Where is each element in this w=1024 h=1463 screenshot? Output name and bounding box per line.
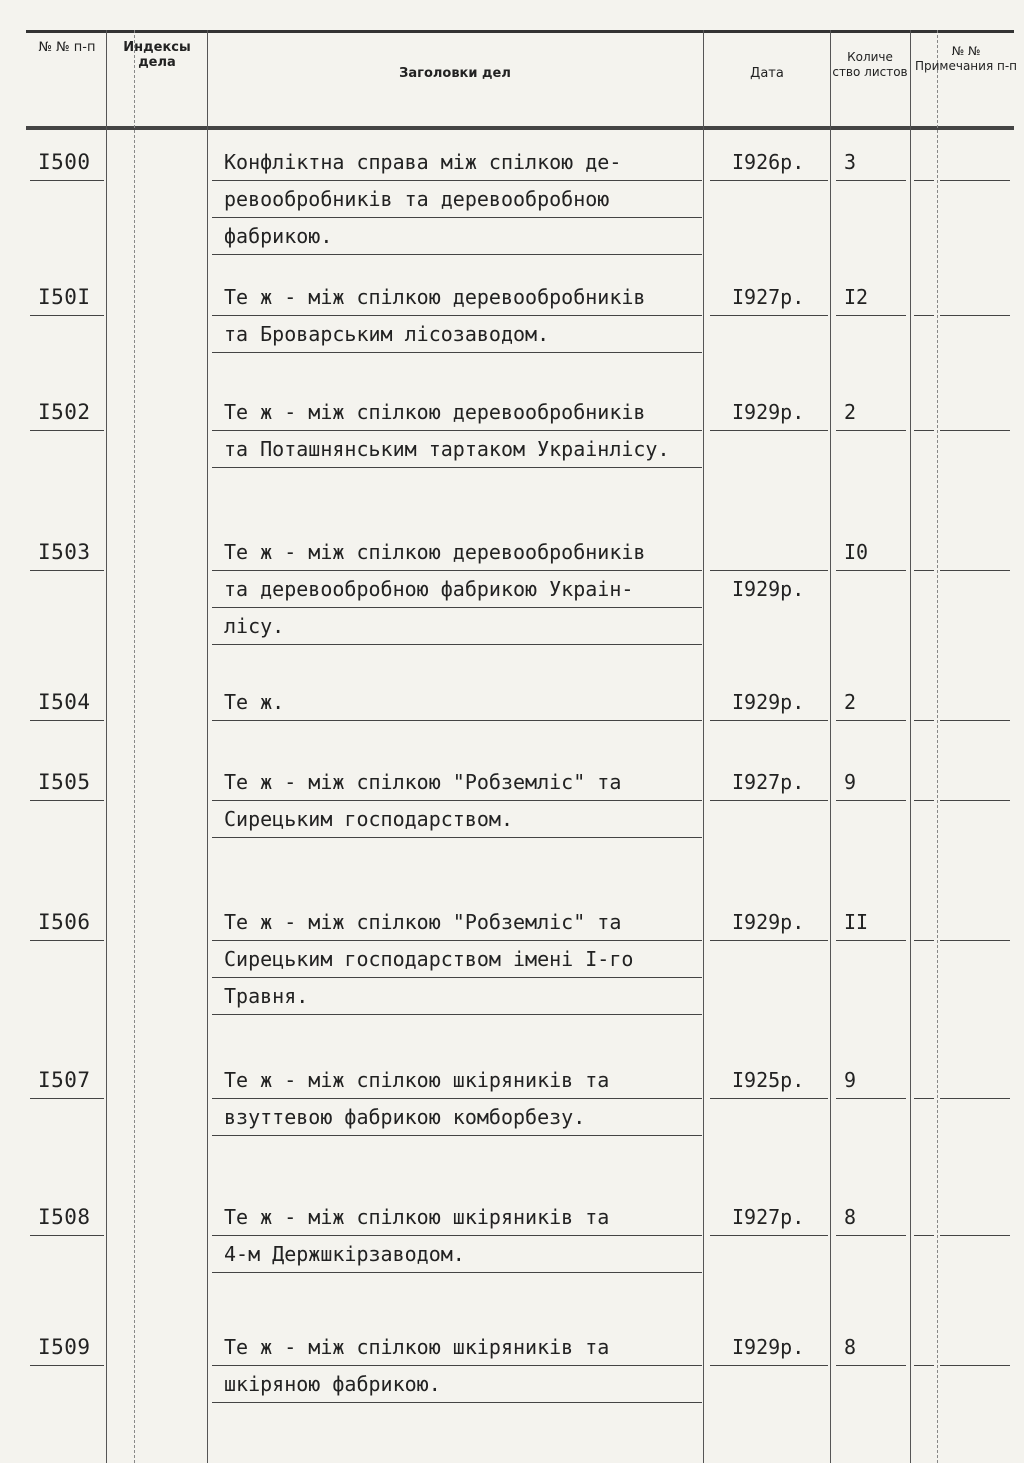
record-title-line: Те ж - мiж спiлкою деревообробникiв: [224, 400, 646, 424]
record-number: I509: [38, 1335, 91, 1359]
ruled-line: [710, 720, 828, 721]
ruled-line: [212, 1014, 702, 1015]
record-title-line: Те ж - мiж спiлкою шкiряникiв та: [224, 1205, 610, 1229]
header-col-number: № № п-п: [38, 40, 96, 55]
record-title-line: та Броварським лiсозаводом.: [224, 322, 550, 346]
header-col-titles: Заголовки дел: [399, 66, 511, 81]
record-number: I50I: [38, 285, 91, 309]
ruled-line: [212, 800, 702, 801]
header-bottom-rule: [26, 126, 1014, 130]
ruled-line: [836, 570, 906, 571]
record-title-line: Те ж.: [224, 690, 285, 714]
record-sheet-count: 8: [844, 1335, 857, 1359]
record-date: I929р.: [732, 577, 805, 601]
record-title-line: та деревообробною фабрикою Украiн-: [224, 577, 634, 601]
record-title-line: шкiряною фабрикою.: [224, 1372, 441, 1396]
ruled-line: [940, 1235, 1010, 1236]
ruled-line: [914, 1235, 934, 1236]
ruled-line: [914, 800, 934, 801]
ruled-line: [710, 800, 828, 801]
ruled-line: [30, 940, 104, 941]
ruled-line: [212, 720, 702, 721]
record-date: I927р.: [732, 285, 805, 309]
header-col-index: Индексы дела: [123, 40, 191, 70]
ruled-line: [212, 430, 702, 431]
ruled-line: [212, 977, 702, 978]
ruled-line: [710, 430, 828, 431]
record-title-line: фабрикою.: [224, 224, 333, 248]
record-date: I927р.: [732, 1205, 805, 1229]
record-title-line: 4-м Держшкiрзаводом.: [224, 1242, 465, 1266]
record-sheet-count: I2: [844, 285, 869, 309]
ruled-line: [710, 1235, 828, 1236]
record-title-line: Те ж - мiж спiлкою "Робземлiс" та: [224, 910, 622, 934]
ruled-line: [30, 1098, 104, 1099]
ruled-line: [940, 315, 1010, 316]
record-title-line: Сирецьким господарством iменi I-го: [224, 947, 634, 971]
ruled-line: [836, 1365, 906, 1366]
ruled-line: [212, 607, 702, 608]
ruled-line: [914, 430, 934, 431]
header-col-sheets: Количе ство листов: [832, 50, 908, 79]
ruled-line: [212, 1402, 702, 1403]
record-sheet-count: 3: [844, 150, 857, 174]
ruled-line: [914, 1098, 934, 1099]
record-title-line: ревообробникiв та деревообробною: [224, 187, 610, 211]
column-divider: [703, 30, 704, 1463]
ruled-line: [212, 837, 702, 838]
ruled-line: [30, 430, 104, 431]
ruled-line: [914, 1365, 934, 1366]
record-title-line: Сирецьким господарством.: [224, 807, 513, 831]
column-divider: [106, 30, 107, 1463]
record-date: I929р.: [732, 400, 805, 424]
column-divider: [937, 30, 939, 1463]
column-divider: [134, 30, 136, 1463]
record-number: I508: [38, 1205, 91, 1229]
ruled-line: [212, 315, 702, 316]
ruled-line: [710, 180, 828, 181]
ruled-line: [30, 800, 104, 801]
ruled-line: [212, 180, 702, 181]
ruled-line: [212, 1272, 702, 1273]
record-title-line: Те ж - мiж спiлкою шкiряникiв та: [224, 1335, 610, 1359]
ruled-line: [212, 1235, 702, 1236]
ruled-line: [914, 180, 934, 181]
ruled-line: [710, 1365, 828, 1366]
record-title-line: Конфлiктна справа мiж спiлкою де-: [224, 150, 622, 174]
ruled-line: [710, 1098, 828, 1099]
column-divider: [910, 30, 911, 1463]
record-sheet-count: 8: [844, 1205, 857, 1229]
ruled-line: [710, 940, 828, 941]
ruled-line: [836, 315, 906, 316]
record-title-line: Травня.: [224, 984, 309, 1008]
record-sheet-count: 2: [844, 400, 857, 424]
ruled-line: [940, 720, 1010, 721]
record-date: I925р.: [732, 1068, 805, 1092]
record-sheet-count: 2: [844, 690, 857, 714]
record-title-line: лiсу.: [224, 614, 285, 638]
ruled-line: [940, 180, 1010, 181]
record-sheet-count: 9: [844, 770, 857, 794]
ruled-line: [914, 720, 934, 721]
header-col-date: Дата: [750, 66, 784, 81]
ruled-line: [30, 570, 104, 571]
ruled-line: [212, 1365, 702, 1366]
record-sheet-count: 9: [844, 1068, 857, 1092]
ruled-line: [30, 1365, 104, 1366]
ruled-line: [836, 800, 906, 801]
ruled-line: [212, 1135, 702, 1136]
ruled-line: [212, 467, 702, 468]
ruled-line: [914, 570, 934, 571]
record-title-line: взуттевою фабрикою комборбезу.: [224, 1105, 586, 1129]
record-title-line: Те ж - мiж спiлкою деревообробникiв: [224, 540, 646, 564]
header-top-rule: [26, 30, 1014, 33]
column-divider: [207, 30, 208, 1463]
ruled-line: [914, 315, 934, 316]
ruled-line: [940, 1098, 1010, 1099]
header-col-notes: № № Примечания п-п: [914, 44, 1018, 73]
ruled-line: [836, 1098, 906, 1099]
ruled-line: [710, 570, 828, 571]
ruled-line: [212, 644, 702, 645]
record-date: I929р.: [732, 690, 805, 714]
record-number: I507: [38, 1068, 91, 1092]
ruled-line: [940, 800, 1010, 801]
ruled-line: [30, 315, 104, 316]
record-number: I500: [38, 150, 91, 174]
record-sheet-count: II: [844, 910, 869, 934]
ruled-line: [212, 570, 702, 571]
column-divider: [830, 30, 831, 1463]
ruled-line: [710, 315, 828, 316]
ruled-line: [30, 720, 104, 721]
ruled-line: [940, 570, 1010, 571]
record-sheet-count: I0: [844, 540, 869, 564]
record-title-line: Те ж - мiж спiлкою деревообробникiв: [224, 285, 646, 309]
record-number: I503: [38, 540, 91, 564]
ruled-line: [212, 352, 702, 353]
ruled-line: [212, 217, 702, 218]
record-date: I927р.: [732, 770, 805, 794]
record-number: I505: [38, 770, 91, 794]
ruled-line: [836, 180, 906, 181]
ruled-line: [836, 720, 906, 721]
ruled-line: [212, 254, 702, 255]
ruled-line: [940, 940, 1010, 941]
record-date: I929р.: [732, 1335, 805, 1359]
record-title-line: Те ж - мiж спiлкою "Робземлiс" та: [224, 770, 622, 794]
ruled-line: [212, 1098, 702, 1099]
ruled-line: [836, 430, 906, 431]
ruled-line: [940, 1365, 1010, 1366]
record-title-line: Те ж - мiж спiлкою шкiряникiв та: [224, 1068, 610, 1092]
ruled-line: [836, 940, 906, 941]
ruled-line: [914, 940, 934, 941]
ruled-line: [940, 430, 1010, 431]
record-date: I926р.: [732, 150, 805, 174]
ruled-line: [30, 180, 104, 181]
record-number: I502: [38, 400, 91, 424]
record-date: I929р.: [732, 910, 805, 934]
ruled-line: [212, 940, 702, 941]
record-number: I506: [38, 910, 91, 934]
record-number: I504: [38, 690, 91, 714]
ruled-line: [836, 1235, 906, 1236]
ruled-line: [30, 1235, 104, 1236]
record-title-line: та Поташнянським тартаком Украiнлiсу.: [224, 437, 670, 461]
